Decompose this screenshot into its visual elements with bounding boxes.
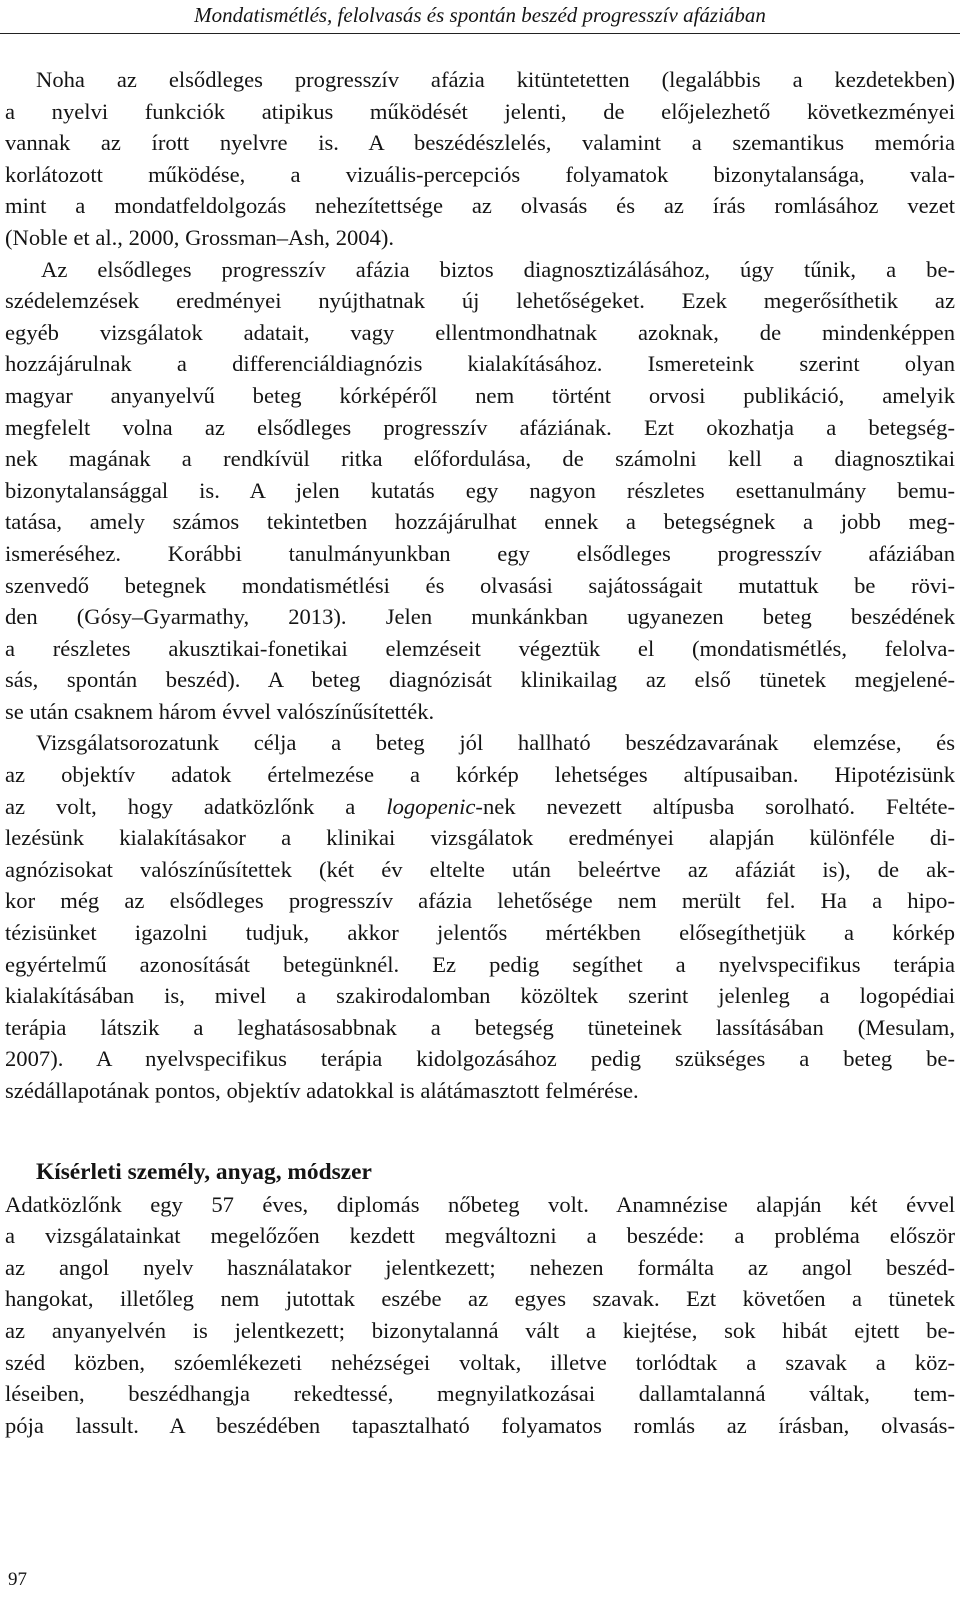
text-line: szédelemzések eredményei nyújthatnak új lehetőségeket. Ezek megerősíthetik az [5,288,955,314]
text-line: Az elsődleges progresszív afázia biztos diagnosztizálásához, úgy tűnik, a be- [41,256,955,282]
header-rule [0,33,960,34]
text-line [5,791,955,823]
text-line: se után csaknem három évvel valószínűsítették. [5,698,435,724]
text-line: mint a mondatfeldolgozás nehezítettsége az olvasás és az írás romlásához vezet [5,193,955,219]
text-line: (Noble et al., 2000, Grossman–Ash, 2004). [5,224,395,250]
text-line: 2007). A nyelvspecifikus terápia kidolgozásához pedig szükséges a beteg be- [5,1046,955,1072]
text-line: szédállapotának pontos, objektív adatokkal is alátámasztott felmérése. [5,1078,639,1103]
text-line: Noha az elsődleges progresszív afázia kitüntetetten (legalábbis a kezdetekben) [36,67,955,92]
text-line: vannak az írott nyelvre is. A beszédészlelés, valamint a szemantikus memória [5,130,955,156]
section-heading: Kísérleti személy, anyag, módszer [36,1158,372,1185]
paragraph-2 [5,254,955,728]
text-line: terápia látszik a leghatásosabbnak a betegség tüneteinek lassításában (Mesulam, [5,1014,955,1040]
text-line: sás, spontán beszéd). A beteg diagnózisát klinikailag az első tünetek megjelené- [5,667,955,693]
text-line: az angol nyelv használatakor jelentkezett; nehezen formálta az angol beszéd- [5,1254,955,1280]
text-line: bizonytalansággal is. A jelen kutatás egy nagyon részletes esettanulmány bemu- [5,477,955,503]
text-line: agnózisokat valószínűsítettek (két év eltelte után beleértve az afáziát is), de ak- [5,856,955,882]
paragraph-3 [5,727,955,1106]
text-line: egyértelmű azonosítását betegünknél. Ez pedig segíthet a nyelvspecifikus terápia [5,951,955,977]
text-line: Adatközlőnk egy 57 éves, diplomás nőbeteg volt. Anamnézise alapján két évvel [5,1191,955,1217]
text-run: az volt, hogy adatközlőnk a [5,793,387,819]
text-line: korlátozott működése, a vizuális-percepciós folyamatok bizonytalansága, vala- [5,161,955,187]
paragraph-1 [5,64,955,254]
text-line: az objektív adatok értelmezése a kórkép lehetséges altípusaiban. Hipotézisünk [5,762,955,788]
text-line: nek magának a rendkívül ritka előfordulása, de számolni kell a diagnosztikai [5,446,955,472]
text-line: a részletes akusztikai-fonetikai elemzéseit végeztük el (mondatismétlés, felolva- [5,635,955,661]
text-line: tatása, amely számos tekintetben hozzájárulhat ennek a betegségnek a jobb meg- [5,509,955,535]
italic-term: logopenic [386,793,476,819]
text-line: léseiben, beszédhangja rekedtessé, megnyilatkozásai dallamtalanná váltak, tem- [5,1381,955,1407]
text-line: lezésünk kialakításakor a klinikai vizsgálatok eredményei alapján különféle di- [5,825,955,851]
text-line: hozzájárulnak a differenciáldiagnózis kialakításához. Ismereteink szerint olyan [5,351,955,377]
text-line: szenvedő betegnek mondatismétlési és olvasási sajátosságait mutattuk be rövi- [5,572,955,598]
text-line: ismeréséhez. Korábbi tanulmányunkban egy elsődleges progresszív afáziában [5,540,955,566]
running-header: Mondatismétlés, felolvasás és spontán beszéd progresszív afáziában [194,3,766,27]
article-body [5,64,955,1441]
text-line: a vizsgálatainkat megelőzően kezdett megváltozni a beszéde: a probléma először [5,1223,955,1249]
text-run: -nek nevezett altípusba sorolható. Feltéte- [475,793,955,819]
text-line: kor még az elsődleges progresszív afázia lehetősége nem merült fel. Ha a hipo- [5,888,955,914]
section-spacer [5,1107,955,1155]
text-line: a nyelvi funkciók atipikus működését jelenti, de előjelezhető következményei [5,98,955,124]
text-line: kialakításában is, mivel a szakirodalomban közöltek szerint jelenleg a logopédiai [5,983,955,1009]
text-line: Vizsgálatsorozatunk célja a beteg jól hallható beszédzavarának elemzése, és [36,730,955,756]
text-line: megfelelt volna az elsődleges progresszív afáziának. Ezt okozhatja a betegség- [5,414,955,440]
text-line: den (Gósy–Gyarmathy, 2013). Jelen munkánkban ugyanezen beteg beszédének [5,604,955,630]
page-number: 97 [8,1569,27,1590]
paragraph-4 [5,1189,955,1442]
text-line: az anyanyelvén is jelentkezett; bizonytalanná vált a kiejtése, sok hibát ejtett be- [5,1317,955,1343]
text-line: magyar anyanyelvű beteg kórképéről nem történt orvosi publikáció, amelyik [5,382,955,408]
text-line: hangokat, illetőleg nem jutottak eszébe az egyes szavak. Ezt követően a tünetek [5,1286,955,1312]
text-line: tézisünket igazolni tudjuk, akkor jelentős mértékben elősegíthetjük a kórkép [5,920,955,946]
text-line: egyéb vizsgálatok adatait, vagy ellentmondhatnak azoknak, de mindenképpen [5,319,955,345]
text-line: széd közben, szóemlékezeti nehézségei voltak, illetve torlódtak a szavak a köz- [5,1349,955,1375]
text-line: pója lassult. A beszédében tapasztalható folyamatos romlás az írásban, olvasás- [5,1412,955,1438]
